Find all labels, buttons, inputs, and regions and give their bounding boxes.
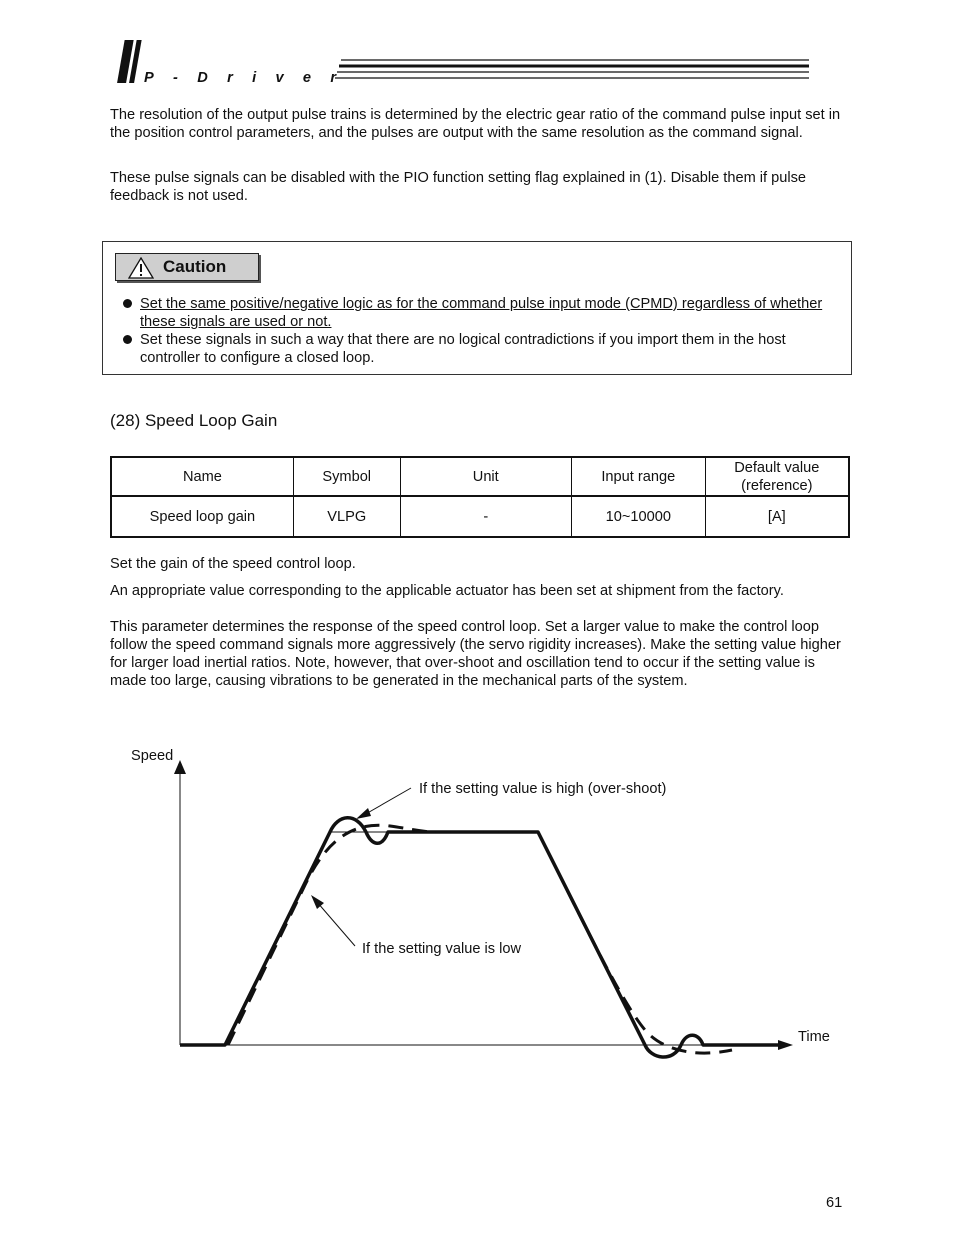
table-header-cell: Symbol <box>293 457 400 496</box>
high-gain-curve <box>180 818 785 1057</box>
body-paragraph-2: An appropriate value corresponding to the applicable actuator has been set at shipment from the factory. <box>110 583 784 599</box>
page-number: 61 <box>826 1195 843 1211</box>
annotation-high-pointer <box>364 788 411 815</box>
y-axis-arrow-icon <box>174 760 186 774</box>
low-gain-curve <box>228 825 732 1053</box>
y-axis-label: Speed <box>131 748 174 764</box>
section-title: (28) Speed Loop Gain <box>110 411 278 430</box>
table-cell: Speed loop gain <box>111 496 293 537</box>
table-cell: VLPG <box>293 496 400 537</box>
body-paragraph-1: Set the gain of the speed control loop. <box>110 556 356 572</box>
annotation-high-label: If the setting value is high (over-shoot) <box>419 781 667 797</box>
table-header-cell: Name <box>111 457 293 496</box>
intro-paragraph-2: These pulse signals can be disabled with the PIO function setting flag explained in (1). Disable them if pulse feedback is not used. <box>110 170 807 204</box>
annotation-high-arrow-icon <box>356 808 371 819</box>
annotation-low-pointer <box>317 902 355 946</box>
table-cell: [A] <box>705 496 849 537</box>
caution-label-text: Caution <box>163 257 227 276</box>
intro-paragraph-1: The resolution of the output pulse trains is determined by the electric gear ratio of the command pulse input set in the position control parameters, and the pulses are output with the same resolution as the command signal. <box>110 107 841 141</box>
caution-item-2: Set these signals in such a way that there are no logical contradictions if you import them in the host controller to configure a closed loop. <box>140 332 786 366</box>
table-cell: - <box>400 496 571 537</box>
x-axis-label: Time <box>798 1029 830 1045</box>
annotation-low-label: If the setting value is low <box>362 941 521 957</box>
svg-text:P-Driver: P-Driver <box>144 70 336 86</box>
caution-item-1: Set the same positive/negative logic as for the command pulse input mode (CPMD) regardless of whether these signals are used or not. <box>140 296 823 330</box>
body-paragraph-3: This parameter determines the response of the speed control loop. Set a larger value to make the control loop follow the speed command signals more aggressively (the servo rigidity increases). Make the setting value higher for larger load inertial ratios. Note, however, that over-shoot and oscillation tend to occur if the setting value is made too large, causing vibrations to be generated in the mechanical parts of the system. <box>110 619 841 689</box>
table-cell: 10~10000 <box>571 496 705 537</box>
table-header-cell: Default value (reference) <box>705 457 849 496</box>
table-header-cell: Input range <box>571 457 705 496</box>
table-header-cell: Unit <box>400 457 571 496</box>
annotation-low-arrow-icon <box>311 895 324 909</box>
